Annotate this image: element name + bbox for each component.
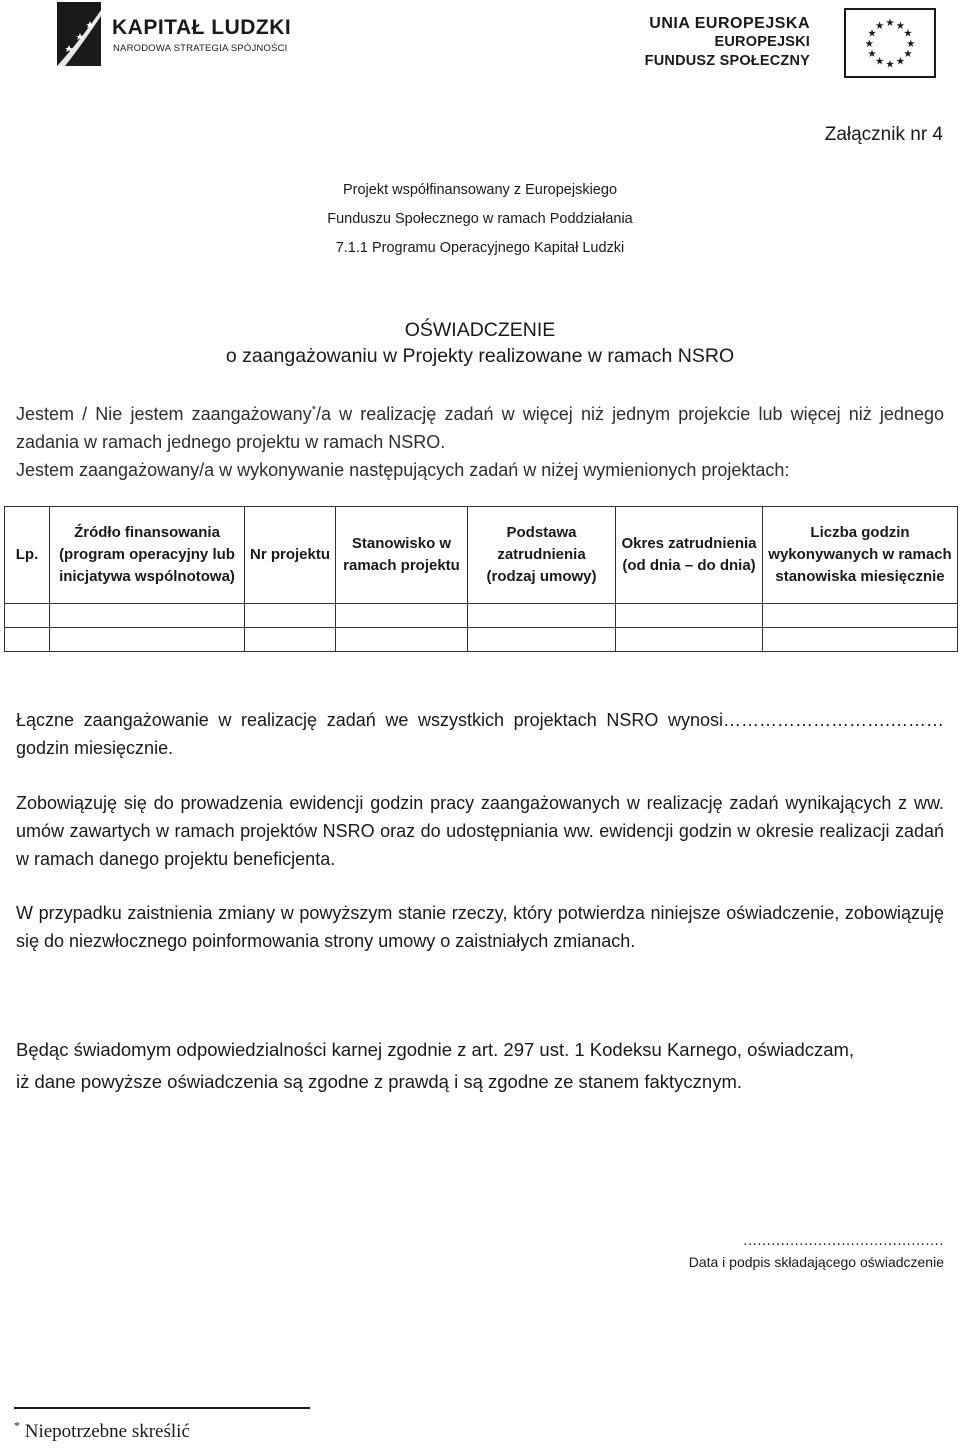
table-cell[interactable] — [763, 628, 958, 652]
eu-star-icon: ★ — [867, 49, 877, 61]
header-lp: Lp. — [5, 507, 50, 604]
obligation-paragraph: Zobowiązuję się do prowadzenia ewidencji godzin pracy zaangażowanych w realizację zadań wynikających z ww. umów zawartych w ramach projektów NSRO oraz do udostępniania ww. ewidencji godzin w okresie realizacji zadań w ramach danego projektu beneficjenta. — [16, 793, 944, 869]
header-funding-source: Źródło finansowania (program operacyjny lub inicjatywa wspólnotowa) — [50, 507, 245, 604]
eu-star-icon: ★ — [874, 20, 885, 32]
liability-paragraph — [16, 1034, 944, 1098]
table-cell[interactable] — [616, 604, 763, 628]
eu-star-icon: ★ — [903, 49, 913, 61]
project-info — [0, 176, 960, 263]
liability-line-1: Będąc świadomym odpowiedzialności karnej zgodnie z art. 297 ust. 1 Kodeksu Karnego, oświadczam, — [16, 1039, 855, 1060]
header-monthly-hours: Liczba godzin wykonywanych w ramach stanowiska miesięcznie — [763, 507, 958, 604]
projects-table — [4, 506, 958, 652]
eu-logo-text — [645, 14, 810, 71]
eu-logo-line3: FUNDUSZ SPOŁECZNY — [644, 53, 810, 69]
project-line-1: Projekt współfinansowany z Europejskiego — [342, 182, 618, 198]
table-cell[interactable] — [336, 628, 468, 652]
table-cell[interactable] — [245, 604, 336, 628]
eu-star-icon: ★ — [885, 18, 895, 30]
table-cell[interactable] — [763, 604, 958, 628]
signature-line[interactable]: ........................................... — [743, 1232, 944, 1249]
footnote — [14, 1418, 190, 1443]
declaration-heading — [0, 317, 960, 369]
table-cell[interactable] — [5, 628, 50, 652]
intro-text-1: Jestem / Nie jestem zaangażowany — [16, 404, 312, 424]
header-position: Stanowisko w ramach projektu — [336, 507, 468, 604]
table-cell[interactable] — [468, 604, 616, 628]
intro-text-3: Jestem zaangażowany/a w wykonywanie następujących zadań w niżej wymienionych projektach: — [16, 460, 790, 480]
footnote-mark: * — [14, 1418, 20, 1433]
eu-star-icon: ★ — [867, 28, 877, 40]
table-cell[interactable] — [336, 604, 468, 628]
eu-star-icon: ★ — [864, 38, 874, 50]
eu-star-icon: ★ — [895, 20, 906, 32]
annex-label: Załącznik nr 4 — [824, 124, 943, 145]
header-employment-period: Okres zatrudnienia (od dnia – do dnia) — [616, 507, 763, 604]
kapital-ludzki-title: KAPITAŁ LUDZKI — [112, 16, 292, 39]
table-cell[interactable] — [50, 628, 245, 652]
liability-line-2: iż dane powyższe oświadczenia są zgodne z prawdą i są zgodne ze stanem faktycznym. — [16, 1071, 742, 1092]
eu-logo — [644, 6, 940, 76]
signature-label: Data i podpis składającego oświadczenie — [688, 1254, 944, 1270]
eu-star-icon: ★ — [874, 56, 885, 68]
kapital-ludzki-emblem-icon — [57, 2, 101, 66]
kapital-ludzki-subtitle: NARODOWA STRATEGIA SPÓJNOŚCI — [113, 43, 288, 54]
footnote-ref: * — [311, 404, 316, 416]
footnote-divider — [14, 1407, 310, 1409]
eu-star-icon: ★ — [895, 56, 906, 68]
kapital-ludzki-logo — [57, 2, 297, 66]
table-cell[interactable] — [50, 604, 245, 628]
table-row — [5, 604, 958, 628]
table-cell[interactable] — [468, 628, 616, 652]
table-cell[interactable] — [245, 628, 336, 652]
eu-stars-flag-icon — [844, 8, 936, 78]
table-cell[interactable] — [5, 604, 50, 628]
header-project-number: Nr projektu — [245, 507, 336, 604]
total-hours-paragraph: Łączne zaangażowanie w realizację zadań we wszystkich projektach NSRO wynosi……………………….……… godzin miesięcznie. — [16, 710, 944, 758]
eu-logo-line1: UNIA EUROPEJSKA — [649, 15, 810, 32]
header-employment-basis: Podstawa zatrudnienia (rodzaj umowy) — [468, 507, 616, 604]
project-line-2: Funduszu Społecznego w ramach Poddziałania — [327, 211, 633, 227]
table-cell[interactable] — [616, 628, 763, 652]
change-paragraph: W przypadku zaistnienia zmiany w powyższym stanie rzeczy, który potwierdza niniejsze oświadczenie, zobowiązuję się do niezwłocznego poinformowania strony umowy o zaistniałych zmianach. — [16, 903, 944, 951]
declaration-title: OŚWIADCZENIE — [404, 319, 556, 341]
eu-star-icon: ★ — [885, 59, 895, 71]
intro-text-2: /a w realizację zadań w więcej niż jednym projekcie lub więcej niż jednego zadania w ramach jednego projektu w ramach NSRO. — [16, 404, 944, 452]
eu-logo-line2: EUROPEJSKI — [714, 34, 810, 50]
eu-star-icon: ★ — [903, 28, 913, 40]
table-header-row — [5, 507, 958, 604]
project-line-3: 7.1.1 Programu Operacyjnego Kapitał Ludzki — [335, 240, 625, 256]
table-row — [5, 628, 958, 652]
eu-star-icon: ★ — [906, 38, 916, 50]
footnote-text: Niepotrzebne skreślić — [20, 1421, 190, 1442]
declaration-subtitle: o zaangażowaniu w Projekty realizowane w ramach NSRO — [225, 345, 735, 367]
intro-paragraph — [16, 400, 944, 484]
